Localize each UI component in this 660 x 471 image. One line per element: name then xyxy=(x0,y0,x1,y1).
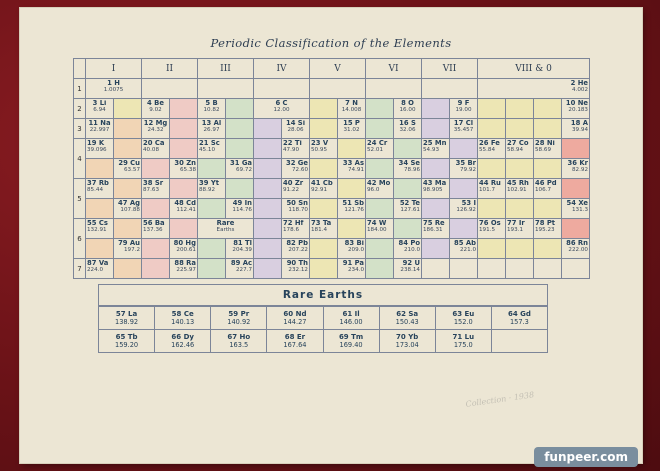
element-cell: 31 Ga 69.72 xyxy=(230,160,252,173)
element-cell: 34 Se 78.96 xyxy=(398,160,420,173)
group-header-8: VIII & 0 xyxy=(478,59,590,79)
rare-earth-cell: 58 Ce 140.13 xyxy=(155,307,211,330)
element-cell: 15 P 31.02 xyxy=(343,120,360,133)
element-cell: 29 Cu 63.57 xyxy=(118,160,140,173)
element-cell: 22 Ti 47.90 xyxy=(283,140,302,153)
element-cell: 89 Ac 227.7 xyxy=(230,260,252,273)
element-cell: 28 Ni 58.69 xyxy=(535,140,555,153)
element-cell: 7 N 14.008 xyxy=(341,100,362,113)
element-cell: 20 Ca 40.08 xyxy=(143,140,165,153)
rare-earth-cell: 70 Yb 173.04 xyxy=(379,330,435,353)
element-cell: 8 O 16.00 xyxy=(399,100,416,113)
element-cell: 39 Yt 88.92 xyxy=(199,180,219,193)
element-cell: 6 C 12.00 xyxy=(273,100,290,113)
page-title: Periodic Classification of the Elements xyxy=(210,36,452,50)
element-cell: 44 Ru 101.7 xyxy=(479,180,501,193)
period-label: 6 xyxy=(74,219,86,259)
period-label: 1 xyxy=(74,79,86,99)
element-cell: 88 Ra 225.97 xyxy=(174,260,196,273)
rare-earth-cell: 66 Dy 162.46 xyxy=(155,330,211,353)
element-cell: 53 I 126.92 xyxy=(456,200,476,213)
element-cell: 49 In 114.76 xyxy=(232,200,252,213)
group-header-5: V xyxy=(310,59,366,79)
element-cell: 48 Cd 112.41 xyxy=(174,200,196,213)
element-cell: 87 Va 224.0 xyxy=(87,260,109,273)
element-cell: 50 Sn 118.70 xyxy=(286,200,308,213)
element-cell: 25 Mn 54.93 xyxy=(423,140,447,153)
element-cell: 9 F 19.00 xyxy=(455,100,472,113)
element-cell: 86 Rn 222.00 xyxy=(566,240,588,253)
element-cell: 16 S 32.06 xyxy=(399,120,416,133)
element-cell: 51 Sb 121.76 xyxy=(342,200,364,213)
element-cell: 80 Hg 200.61 xyxy=(173,240,196,253)
rare-earths-title: Rare Earths xyxy=(98,284,548,306)
element-cell: 82 Pb 207.22 xyxy=(286,240,308,253)
element-cell: 3 Li 6.94 xyxy=(92,100,107,113)
element-cell: 74 W 184.00 xyxy=(367,220,387,233)
element-cell: 43 Ma 98.905 xyxy=(423,180,447,193)
element-cell: 47 Ag 107.88 xyxy=(118,200,140,213)
element-cell: 23 V 50.95 xyxy=(311,140,329,153)
period-label: 5 xyxy=(74,179,86,219)
element-cell: 13 Al 26.97 xyxy=(201,120,222,133)
rare-earth-cell: 71 Lu 175.0 xyxy=(435,330,491,353)
group-header-3: III xyxy=(198,59,254,79)
rare-earth-cell: 63 Eu 152.0 xyxy=(435,307,491,330)
element-cell: 32 Ge 72.60 xyxy=(285,160,308,173)
element-cell: 19 K 39.096 xyxy=(87,140,107,153)
element-cell: 11 Na 22.997 xyxy=(88,120,111,133)
element-cell: 2 He 4.002 xyxy=(570,80,588,93)
element-cell: 84 Po 210.0 xyxy=(398,240,420,253)
periodic-table xyxy=(73,58,590,279)
element-cell: 1 H 1.0075 xyxy=(103,80,124,93)
element-cell: 10 Ne 20.183 xyxy=(565,100,588,113)
element-cell: 76 Os 191.5 xyxy=(479,220,501,233)
rare-earth-cell: 61 Il 146.00 xyxy=(323,307,379,330)
rare-earths-row-2 xyxy=(99,330,548,353)
group-header-6: VI xyxy=(366,59,422,79)
rare-earth-cell: 60 Nd 144.27 xyxy=(267,307,323,330)
rare-earth-cell: 62 Sa 150.43 xyxy=(379,307,435,330)
element-cell: 21 Sc 45.10 xyxy=(199,140,220,153)
period-label: 2 xyxy=(74,99,86,119)
rare-earth-cell: 64 Gd 157.3 xyxy=(491,307,547,330)
element-cell: 54 Xe 131.3 xyxy=(566,200,588,213)
period-label: 7 xyxy=(74,259,86,279)
group-header-2: II xyxy=(142,59,198,79)
pencil-inscription: Collection · 1938 xyxy=(465,390,535,409)
rare-earths-table xyxy=(98,284,548,353)
element-cell: 83 Bi 209.0 xyxy=(344,240,364,253)
element-cell: 42 Mo 96.0 xyxy=(367,180,391,193)
element-cell: 81 Tl 204.39 xyxy=(232,240,252,253)
element-cell: 5 B 10.82 xyxy=(203,100,220,113)
rare-earths-row-1 xyxy=(99,307,548,330)
rare-earths-cell: Rare Earths xyxy=(216,220,235,233)
element-cell: 17 Cl 35.457 xyxy=(453,120,474,133)
element-cell: 77 Ir 193.1 xyxy=(507,220,525,233)
rare-earth-cell: 68 Er 167.64 xyxy=(267,330,323,353)
element-cell: 45 Rh 102.91 xyxy=(507,180,529,193)
element-cell: 46 Pd 106.7 xyxy=(535,180,557,193)
element-cell: 85 Ab 221.0 xyxy=(454,240,476,253)
watermark: funpeer.com xyxy=(534,447,638,467)
periodic-table-card xyxy=(20,8,642,463)
element-cell: 55 Cs 132.91 xyxy=(87,220,108,233)
element-cell: 18 A 39.94 xyxy=(570,120,588,133)
element-cell: 30 Zn 65.38 xyxy=(174,160,196,173)
rare-earth-cell: 67 Ho 163.5 xyxy=(211,330,267,353)
rare-earth-cell: 59 Pr 140.92 xyxy=(211,307,267,330)
element-cell: 41 Cb 92.91 xyxy=(311,180,333,193)
rare-earth-cell xyxy=(491,330,547,353)
element-cell: 75 Re 186.31 xyxy=(423,220,445,233)
rare-earth-cell: 57 La 138.92 xyxy=(99,307,155,330)
period-label: 4 xyxy=(74,139,86,179)
element-cell: 14 Si 28.06 xyxy=(285,120,306,133)
element-cell: 56 Ba 137.36 xyxy=(143,220,165,233)
element-cell: 40 Zr 91.22 xyxy=(283,180,304,193)
rare-earth-cell: 65 Tb 159.20 xyxy=(99,330,155,353)
element-cell: 78 Pt 195.23 xyxy=(535,220,556,233)
element-cell: 4 Be 9.02 xyxy=(147,100,164,113)
element-cell: 33 As 74.91 xyxy=(342,160,364,173)
element-cell: 26 Fe 55.84 xyxy=(479,140,500,153)
period-label: 3 xyxy=(74,119,86,139)
element-cell: 37 Rb 85.44 xyxy=(87,180,109,193)
group-header-7: VII xyxy=(422,59,478,79)
element-cell: 73 Ta 181.4 xyxy=(311,220,332,233)
element-cell: 72 Hf 178.6 xyxy=(283,220,304,233)
element-cell: 91 Pa 234.0 xyxy=(342,260,364,273)
element-cell: 52 Te 127.61 xyxy=(399,200,420,213)
group-header-1: I xyxy=(86,59,142,79)
element-cell: 92 U 238.14 xyxy=(400,260,420,273)
element-cell: 79 Au 197.2 xyxy=(118,240,140,253)
rare-earth-cell: 69 Tm 169.40 xyxy=(323,330,379,353)
element-cell: 27 Co 58.94 xyxy=(507,140,529,153)
element-cell: 38 Sr 87.63 xyxy=(143,180,164,193)
element-cell: 12 Mg 24.32 xyxy=(143,120,168,133)
element-cell: 36 Kr 82.92 xyxy=(567,160,588,173)
group-header-4: IV xyxy=(254,59,310,79)
element-cell: 35 Br 79.92 xyxy=(455,160,476,173)
element-cell: 24 Cr 52.01 xyxy=(367,140,388,153)
element-cell: 90 Th 232.12 xyxy=(286,260,308,273)
